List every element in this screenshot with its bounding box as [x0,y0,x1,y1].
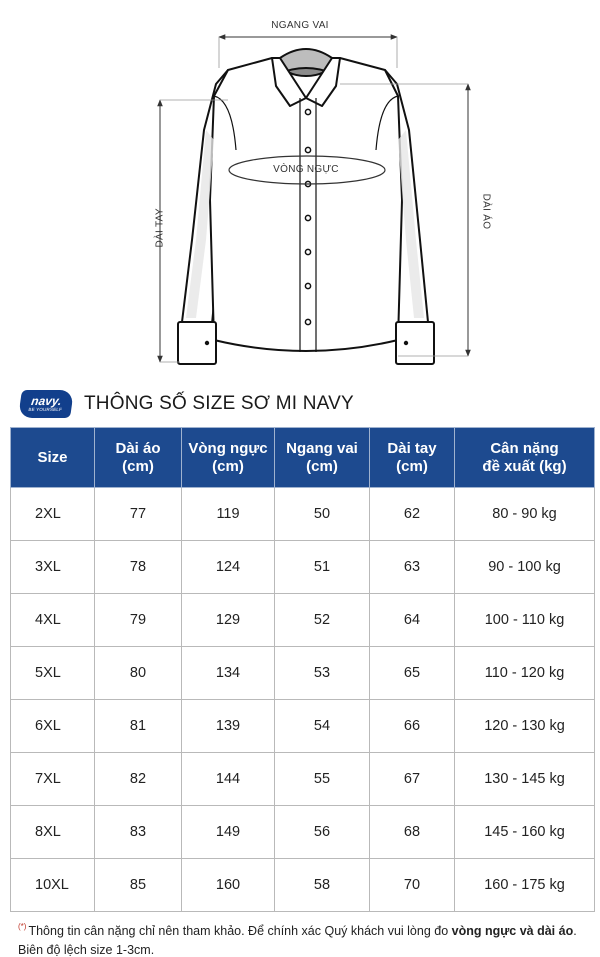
table-cell: 100 - 110 kg [455,594,595,647]
table-cell: 130 - 145 kg [455,753,595,806]
table-cell: 66 [370,700,455,753]
table-cell: 144 [182,753,275,806]
table-row [11,647,595,700]
table-cell: 139 [182,700,275,753]
length-label: DÀI ÁO [480,193,492,230]
table-cell: 67 [370,753,455,806]
footnote-text-1: Thông tin cân nặng chỉ nên tham khảo. Để chính xác Quý khách vui lòng đo [28,924,452,938]
size-table [10,427,595,912]
page-title: THÔNG SỐ SIZE SƠ MI NAVY [84,393,354,414]
table-cell: 63 [370,541,455,594]
chest-label: VÒNG NGỰC [273,164,339,175]
table-row [11,594,595,647]
size-cell: 7XL [11,753,95,806]
column-header-text: (cm) [122,457,154,475]
column-header [182,428,275,488]
size-cell: 6XL [11,700,95,753]
column-header [455,428,595,488]
logo-name: navy. [30,394,63,408]
table-cell: 52 [275,594,370,647]
table-cell: 149 [182,806,275,859]
table-cell: 78 [95,541,182,594]
table-cell: 80 - 90 kg [455,488,595,541]
footnote-bold: vòng ngực và dài áo [451,924,574,938]
column-header [11,428,95,488]
table-cell: 65 [370,647,455,700]
table-cell: 160 [182,859,275,912]
navy-logo [18,390,74,418]
column-header-text: Dài áo [115,439,161,457]
column-header [275,428,370,488]
table-cell: 120 - 130 kg [455,700,595,753]
table-cell: 80 [95,647,182,700]
table-cell: 110 - 120 kg [455,647,595,700]
shirt-diagram [0,0,600,380]
table-row [11,859,595,912]
cuff-button-left [205,341,209,345]
title-row [20,388,354,420]
table-row [11,753,595,806]
table-cell: 51 [275,541,370,594]
table-cell: 82 [95,753,182,806]
table-cell: 58 [275,859,370,912]
table-cell: 70 [370,859,455,912]
table-body [11,488,595,912]
column-header-text: đề xuất (kg) [482,457,567,475]
table-row [11,541,595,594]
table-cell: 83 [95,806,182,859]
table-cell: 79 [95,594,182,647]
table-cell: 56 [275,806,370,859]
table-cell: 77 [95,488,182,541]
table-cell: 90 - 100 kg [455,541,595,594]
shoulder-label: NGANG VAI [0,20,600,31]
logo-tagline: BE YOURSELF [28,407,63,412]
table-row [11,806,595,859]
table-cell: 54 [275,700,370,753]
column-header-text: Cân nặng [490,439,559,457]
table-cell: 124 [182,541,275,594]
column-header-text: Ngang vai [286,439,358,457]
table-cell: 62 [370,488,455,541]
table-cell: 53 [275,647,370,700]
table-cell: 64 [370,594,455,647]
cuff-button-right [404,341,408,345]
footnote-marker: (*) [18,922,27,931]
column-header-text: (cm) [396,457,428,475]
table-cell: 134 [182,647,275,700]
sleeve-label: DÀI TAY [154,208,166,248]
footnote-text-2: . Biên độ lệch size 1-3cm. [18,924,577,957]
table-cell: 55 [275,753,370,806]
shirt-illustration [0,0,600,380]
column-header-text: Size [37,448,68,466]
size-cell: 10XL [11,859,95,912]
column-header [95,428,182,488]
table-cell: 85 [95,859,182,912]
footnote [18,917,588,957]
column-header-text: Dài tay [387,439,437,457]
column-header-text: (cm) [212,457,244,475]
table-cell: 129 [182,594,275,647]
table-row [11,488,595,541]
table-header-row [11,428,595,488]
table-cell: 68 [370,806,455,859]
table-cell: 119 [182,488,275,541]
size-cell: 2XL [11,488,95,541]
table-cell: 81 [95,700,182,753]
size-cell: 5XL [11,647,95,700]
shirt-body [182,58,428,351]
size-cell: 8XL [11,806,95,859]
column-header-text: (cm) [306,457,338,475]
table-row [11,700,595,753]
size-cell: 4XL [11,594,95,647]
column-header [370,428,455,488]
column-header-text: Vòng ngực [188,439,268,457]
size-cell: 3XL [11,541,95,594]
table-cell: 145 - 160 kg [455,806,595,859]
table-cell: 50 [275,488,370,541]
table-cell: 160 - 175 kg [455,859,595,912]
